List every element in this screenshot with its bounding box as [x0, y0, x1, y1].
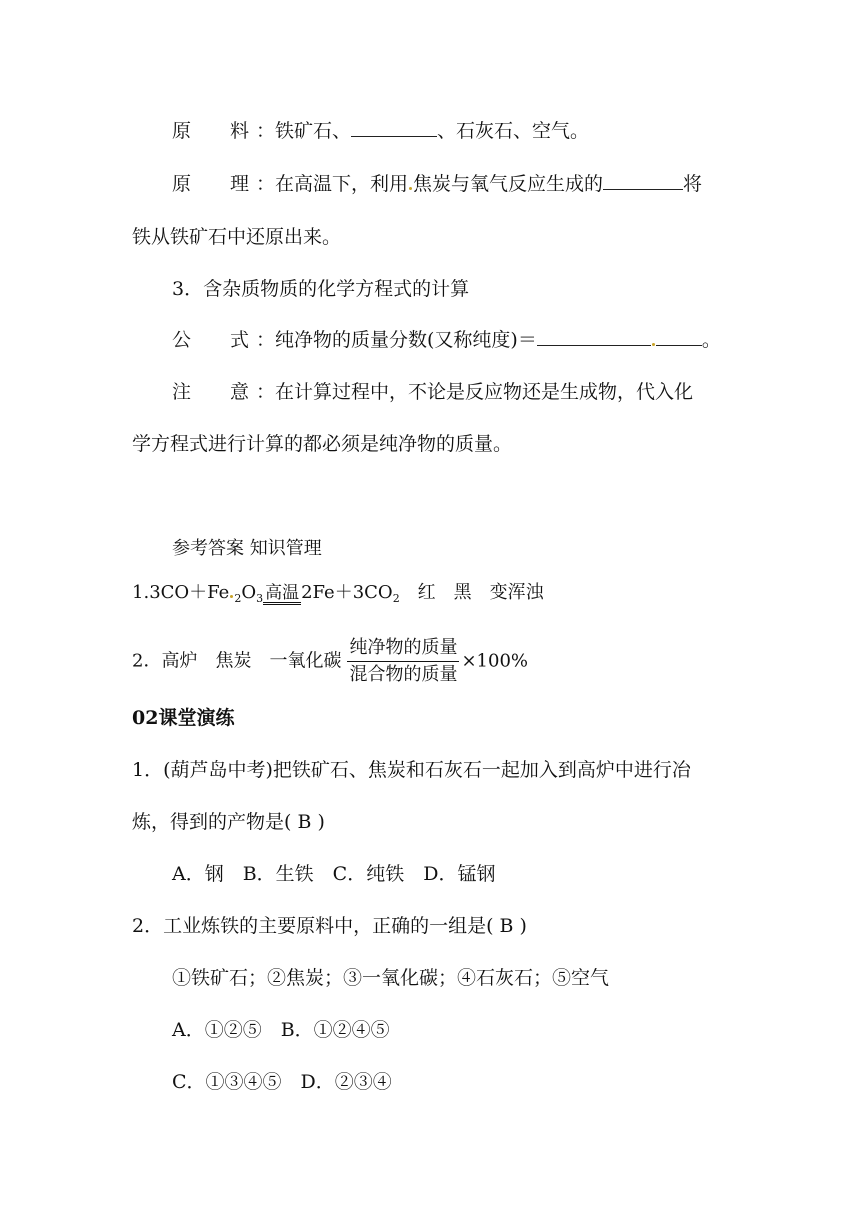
- principle-line-cont: 铁从铁矿石中还原出来。: [132, 226, 342, 248]
- note-line: [172, 380, 693, 404]
- mark-dot: [652, 343, 655, 346]
- section-3-title: 3．含杂质物质的化学方程式的计算: [172, 278, 470, 300]
- answer-2: 2．高炉 焦炭 一氧化碳 $\frac{\text{纯净物的质量}}{\text{混合物的质量}}$ ×100%: [132, 637, 528, 685]
- principle-label: 原 理: [172, 173, 250, 195]
- principle-line: [172, 172, 702, 196]
- formula-line: [172, 328, 721, 352]
- raw-material-text-b: 、石灰石、空气。: [437, 120, 590, 142]
- question-1-options: A．钢 B．生铁 C．纯铁 D．锰钢: [172, 863, 496, 885]
- question-1-line-1: 1．(葫芦岛中考)把铁矿石、焦炭和石灰石一起加入到高炉中进行冶: [132, 759, 691, 781]
- answer-1: 1.3CO＋Fe $_2O_3$ 高温 $2Fe+3CO_2$ 红 黑 变浑浊: [132, 582, 544, 605]
- mark-dot: [409, 187, 412, 190]
- question-2-line-1: 2．工业炼铁的主要原料中，正确的一组是( B ): [132, 915, 527, 937]
- reaction-condition: 高温: [265, 583, 300, 603]
- fraction-numerator: 纯净物的质量: [347, 636, 459, 662]
- blank-fuel: [351, 120, 437, 137]
- raw-material-text-a: ：铁矿石、: [256, 120, 352, 142]
- principle-text-b: 焦炭与氧气反应生成的: [413, 173, 604, 195]
- purity-fraction: [347, 636, 459, 687]
- fraction-denominator: 混合物的质量: [349, 664, 458, 685]
- raw-material-line: [172, 119, 589, 143]
- blank-formula-2: [656, 329, 702, 346]
- note-label: 注 意: [172, 381, 250, 403]
- raw-material-label: 原 料: [172, 120, 250, 142]
- formula-text-end: 。: [701, 329, 721, 351]
- blank-reductant: [603, 173, 683, 190]
- mark-dot: [230, 595, 233, 598]
- principle-text-a: ：在高温下，利用: [256, 173, 409, 195]
- blank-formula-1: [537, 329, 651, 346]
- question-2-options-ab: A．①②⑤ B．①②④⑤: [172, 1019, 390, 1041]
- question-2-items: ①铁矿石；②焦炭；③一氧化碳；④石灰石；⑤空气: [172, 967, 610, 989]
- note-text-a: ：在计算过程中，不论是反应物还是生成物，代入化: [256, 381, 694, 403]
- principle-text-c: 将: [683, 173, 703, 195]
- formula-label: 公 式: [172, 329, 250, 351]
- question-1-line-2: 炼，得到的产物是( B ): [132, 811, 325, 833]
- formula-text-a: ：纯净物的质量分数(又称纯度)＝: [256, 329, 537, 351]
- answers-heading: 参考答案 知识管理: [172, 538, 322, 559]
- note-line-cont: 学方程式进行计算的都必须是纯净物的质量。: [132, 433, 513, 455]
- question-2-options-cd: C．①③④⑤ D．②③④: [172, 1071, 392, 1093]
- practice-heading: 02课堂演练: [132, 707, 235, 729]
